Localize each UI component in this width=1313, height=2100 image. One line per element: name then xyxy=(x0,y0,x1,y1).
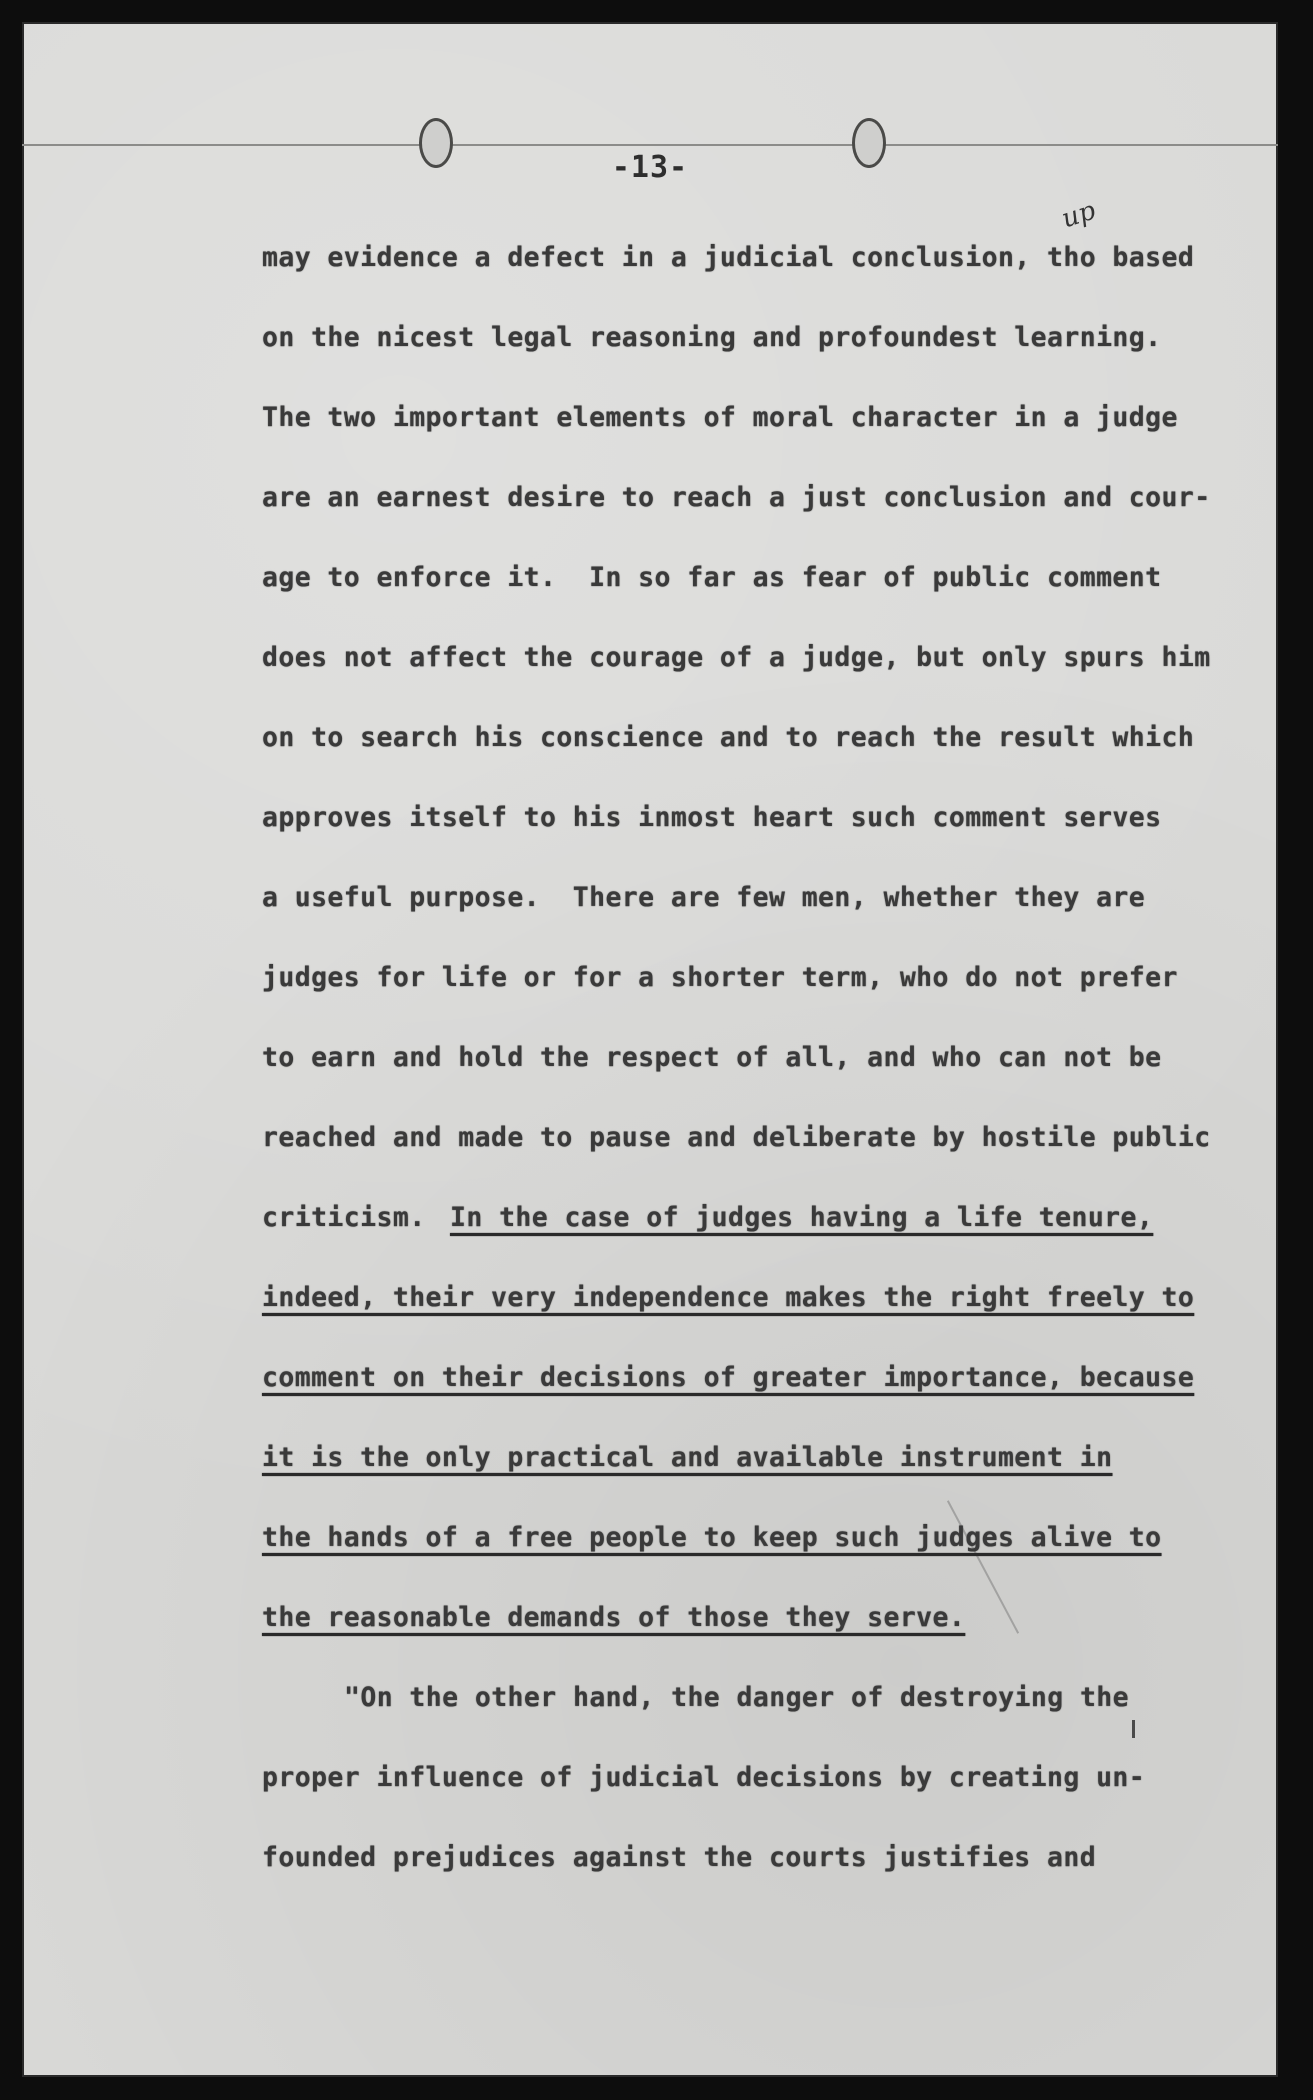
text-line: criticism. xyxy=(262,1202,426,1233)
text-line: "On the other hand, the danger of destroying the xyxy=(344,1682,1130,1713)
document-page xyxy=(22,22,1278,2077)
text-line: age to enforce it. In so far as fear of public comment xyxy=(262,562,1162,593)
text-line: proper influence of judicial decisions by creating un- xyxy=(262,1762,1146,1793)
text-line: on the nicest legal reasoning and profoundest learning. xyxy=(262,322,1162,353)
underlined-text-line: the reasonable demands of those they serve. xyxy=(262,1602,966,1633)
text-line: approves itself to his inmost heart such comment serves xyxy=(262,802,1162,833)
text-line: on to search his conscience and to reach the result which xyxy=(262,722,1195,753)
text-line: a useful purpose. There are few men, whether they are xyxy=(262,882,1146,913)
text-line: to earn and hold the respect of all, and who can not be xyxy=(262,1042,1162,1073)
typed-body xyxy=(22,22,1278,2077)
underlined-text-line: In the case of judges having a life tenure, xyxy=(450,1202,1154,1233)
text-line: The two important elements of moral character in a judge xyxy=(262,402,1178,433)
text-line: may evidence a defect in a judicial conclusion, tho based xyxy=(262,242,1195,273)
text-line: reached and made to pause and deliberate by hostile public xyxy=(262,1122,1211,1153)
text-line: founded prejudices against the courts justifies and xyxy=(262,1842,1097,1873)
underlined-text-line: it is the only practical and available instrument in xyxy=(262,1442,1113,1473)
text-line: does not affect the courage of a judge, but only spurs him xyxy=(262,642,1211,673)
text-line: are an earnest desire to reach a just conclusion and cour- xyxy=(262,482,1211,513)
underlined-text-line: the hands of a free people to keep such judges alive to xyxy=(262,1522,1162,1553)
text-line: judges for life or for a shorter term, who do not prefer xyxy=(262,962,1178,993)
page-number: -13- xyxy=(611,150,689,185)
handwritten-margin-note: up xyxy=(1058,195,1100,235)
underlined-text-line: comment on their decisions of greater importance, because xyxy=(262,1362,1195,1393)
underlined-text-line: indeed, their very independence makes the right freely to xyxy=(262,1282,1195,1313)
